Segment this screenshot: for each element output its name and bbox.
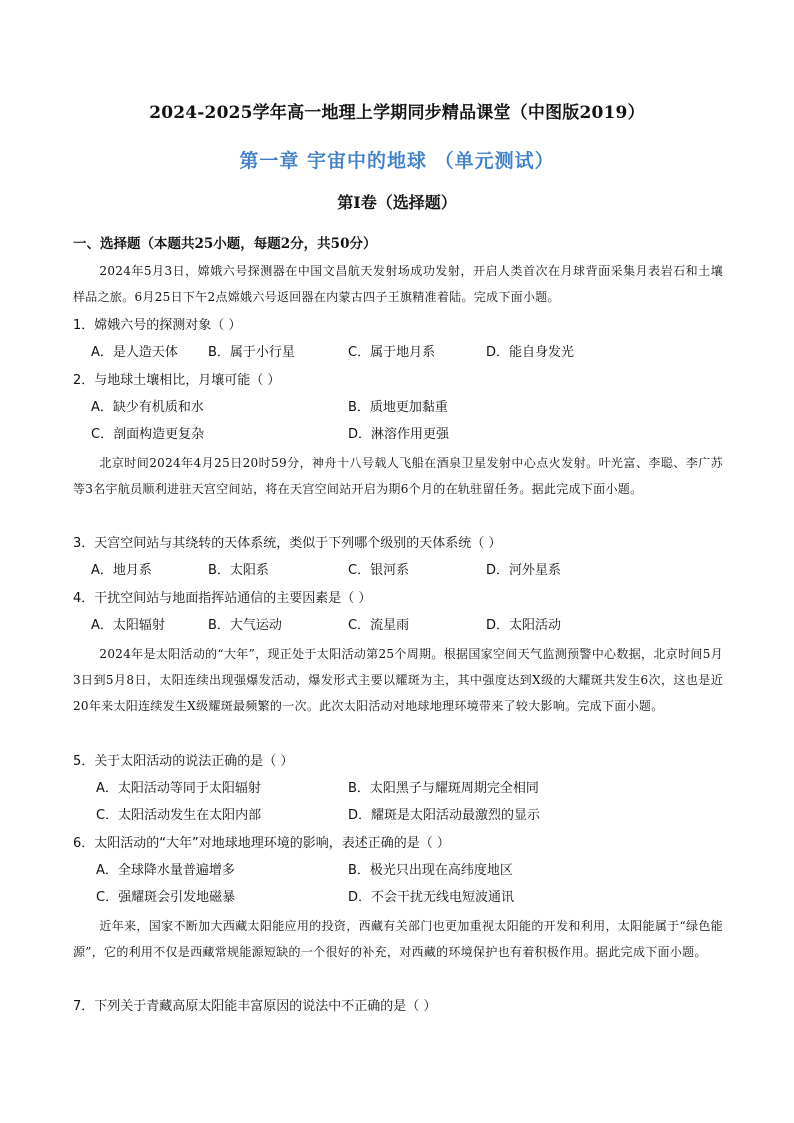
question-6-option-d: D．不会干扰无线电短波通讯 [348, 890, 515, 905]
question-7-stem: 7．下列关于青藏高原太阳能丰富原因的说法中不正确的是（ ） [73, 999, 437, 1014]
question-1-option-a: A．是人造天体 [91, 345, 178, 360]
question-3-stem: 3．天宫空间站与其绕转的天体系统，类似于下列哪个级别的天体系统（ ） [73, 536, 502, 551]
question-1-option-d: D．能自身发光 [486, 345, 575, 360]
volume-heading: 第I卷（选择题） [337, 193, 457, 212]
question-4-stem: 4．干扰空间站与地面指挥站通信的主要因素是（ ） [73, 591, 372, 606]
question-3-option-a: A．地月系 [91, 563, 152, 578]
question-1-option-c: C．属于地月系 [348, 345, 436, 360]
question-2-option-d: D．淋溶作用更强 [348, 427, 450, 442]
question-6-option-a: A．全球降水量普遍增多 [96, 863, 235, 878]
question-3-option-b: B．太阳系 [208, 563, 269, 578]
passage-3: 2024年是太阳活动的“大年”，现正处于太阳活动第25个周期。根据国家空间天气监测预警中心数据，北京时间5月3日到5月8日，太阳连续出现强爆发活动，爆发形式主要以耀斑为主，其中强度达到X级的大耀斑共发生6次，这也是近20年来太阳连续发生X级耀斑最频繁的一次。此次太阳活动对地球地理环境带来了较大影响。完成下面小题。 [73, 647, 723, 713]
question-5-option-c: C．太阳活动发生在太阳内部 [96, 808, 262, 823]
passage-1: 2024年5月3日，嫦娥六号探测器在中国文昌航天发射场成功发射，开启人类首次在月球背面采集月表岩石和土壤样品之旅。6月25日下午2点嫦娥六号返回器在内蒙古四子王旗精准着陆。完成下面小题。 [73, 264, 723, 304]
document-title: 2024-2025学年高一地理上学期同步精品课堂（中图版2019） [149, 103, 645, 123]
question-4-option-b: B．大气运动 [208, 618, 282, 633]
question-3-option-d: D．河外星系 [486, 563, 562, 578]
question-3-option-c: C．银河系 [348, 563, 410, 578]
question-6-option-c: C．强耀斑会引发地磁暴 [96, 890, 236, 905]
question-2-option-b: B．质地更加黏重 [348, 400, 448, 415]
question-2-option-a: A．缺少有机质和水 [91, 400, 204, 415]
section-heading: 一、选择题（本题共25小题，每题2分，共50分） [73, 236, 377, 252]
question-2-option-c: C．剖面构造更复杂 [91, 427, 205, 442]
question-6-option-b: B．极光只出现在高纬度地区 [348, 863, 513, 878]
question-2-stem: 2．与地球土壤相比，月壤可能（ ） [73, 373, 281, 388]
question-5-stem: 5．关于太阳活动的说法正确的是（ ） [73, 754, 294, 769]
passage-4: 近年来，国家不断加大西藏太阳能应用的投资，西藏有关部门也更加重视太阳能的开发和利用，太阳能属于“绿色能源”，它的利用不仅是西藏常规能源短缺的一个很好的补充，对西藏的环境保护也有着积极作用。据此完成下面小题。 [73, 919, 723, 959]
question-1-stem: 1．嫦娥六号的探测对象（ ） [73, 318, 242, 333]
question-5-option-a: A．太阳活动等同于太阳辐射 [96, 781, 261, 796]
passage-2: 北京时间2024年4月25日20时59分，神舟十八号载人飞船在酒泉卫星发射中心点火发射。叶光富、李聪、李广苏等3名宇航员顺利进驻天宫空间站，将在天宫空间站开启为期6个月的在轨驻留任务。据此完成下面小题。 [73, 456, 723, 496]
question-4-option-d: D．太阳活动 [486, 618, 562, 633]
question-4-option-a: A．太阳辐射 [91, 618, 165, 633]
chapter-subtitle: 第一章 宇宙中的地球 （单元测试） [239, 150, 555, 172]
question-5-option-b: B．太阳黑子与耀斑周期完全相同 [348, 781, 539, 796]
question-6-stem: 6．太阳活动的“大年”对地球地理环境的影响，表述正确的是（ ） [73, 836, 450, 851]
question-5-option-d: D．耀斑是太阳活动最激烈的显示 [348, 808, 541, 823]
question-4-option-c: C．流星雨 [348, 618, 410, 633]
question-1-option-b: B．属于小行星 [208, 345, 295, 360]
